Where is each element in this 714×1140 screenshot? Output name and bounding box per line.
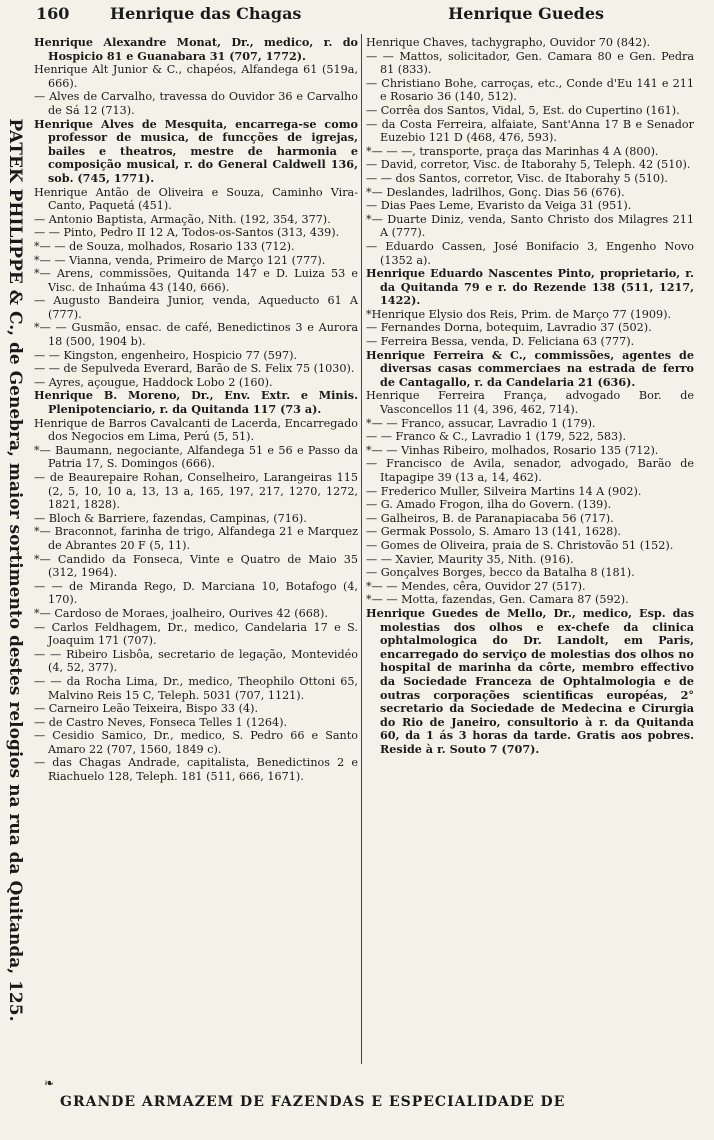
- footer-mark-icon: ❧: [44, 1076, 55, 1090]
- directory-entry: Henrique Alt Junior & C., chapéos, Alfandega 61 (519a, 666).: [34, 63, 358, 90]
- directory-entry: *— Cardoso de Moraes, joalheiro, Ourives 42 (668).: [34, 606, 328, 620]
- directory-entry: — Ferreira Bessa, venda, D. Feliciana 63 (777).: [366, 335, 635, 349]
- directory-entry: *— — Gusmão, ensac. de café, Benedictinos 3 e Aurora 18 (500, 1904 b).: [34, 321, 358, 349]
- directory-entry: Henrique Ferreira França, advogado Bor. de Vasconcellos 11 (4, 396, 462, 714).: [366, 389, 694, 417]
- directory-entry: — Frederico Muller, Silveira Martins 14 A (902).: [366, 484, 642, 498]
- directory-entry: *— Candido da Fonseca, Vinte e Quatro de Maio 35 (312, 1964).: [34, 552, 358, 580]
- directory-entry: — David, corretor, Visc. de Itaborahy 5, Teleph. 42 (510).: [366, 158, 691, 172]
- directory-entry: — — de Miranda Rego, D. Marciana 10, Botafogo (4, 170).: [34, 579, 358, 607]
- directory-entry: — — Pinto, Pedro II 12 A, Todos-os-Santos (313, 439).: [34, 226, 340, 240]
- directory-entry: — Francisco de Avila, senador, advogado, Barão de Itapagipe 39 (13 a, 14, 462).: [366, 457, 694, 484]
- side-advertisement: [0, 60, 30, 1080]
- directory-entry: — — Ribeiro Lisbôa, secretario de legação, Montevidéo (4, 52, 377).: [34, 647, 358, 675]
- directory-entry: *— Deslandes, ladrilhos, Gonç. Dias 56 (676).: [366, 185, 625, 199]
- directory-entry: *— — Vianna, venda, Primeiro de Março 121 (777).: [34, 253, 326, 267]
- directory-entry: — Carneiro Leão Teixeira, Bispo 33 (4).: [34, 702, 258, 716]
- header-left-title: Henrique das Chagas: [110, 4, 302, 23]
- directory-entry: — das Chagas Andrade, capitalista, Benedictinos 2 e Riachuelo 128, Teleph. 181 (511, 666, 1671).: [34, 756, 358, 784]
- directory-entry: — Dias Paes Leme, Evaristo da Veiga 31 (951).: [366, 199, 632, 213]
- directory-entry: — — de Sepulveda Everard, Barão de S. Felix 75 (1030).: [34, 362, 355, 376]
- directory-entry: — — Mattos, solicitador, Gen. Camara 80 e Gen. Pedra 81 (833).: [366, 49, 694, 77]
- directory-entry: — Bloch & Barriere, fazendas, Campinas, (716).: [34, 511, 307, 525]
- page-header: [28, 2, 714, 26]
- directory-entry: — Cesidio Samico, Dr., medico, S. Pedro 66 e Santo Amaro 22 (707, 1560, 1849 c).: [34, 729, 358, 756]
- directory-entry: — — da Rocha Lima, Dr., medico, Theophilo Ottoni 65, Malvino Reis 15 C, Teleph. 5031 (707, 1121).: [34, 674, 358, 702]
- directory-entry: — da Costa Ferreira, alfaiate, Sant'Anna 17 B e Senador Euzebio 121 D (468, 476, 593).: [366, 117, 694, 145]
- directory-entry: — Carlos Feldhagem, Dr., medico, Candelaria 17 e S. Joaquim 171 (707).: [34, 620, 358, 648]
- directory-entry: *— — Mendes, cêra, Ouvidor 27 (517).: [366, 579, 586, 593]
- directory-entry: — Galheiros, B. de Paranapiacaba 56 (717).: [366, 511, 614, 525]
- directory-entry: Henrique Chaves, tachygrapho, Ouvidor 70 (842).: [366, 36, 651, 49]
- directory-entry: — de Castro Neves, Fonseca Telles 1 (1264).: [34, 715, 288, 729]
- directory-entry: — G. Amado Frogon, ilha do Govern. (139).: [366, 498, 612, 512]
- directory-entry: Henrique Ferreira & C., commissões, agentes de diversas casas commerciaes na estrada de ferro de Cantagallo, r. da Candelaria 21 (636).: [366, 347, 694, 389]
- header-right-title: Henrique Guedes: [448, 4, 604, 23]
- directory-entry: — — Franco & C., Lavradio 1 (179, 522, 583).: [366, 430, 627, 444]
- directory-entry: *— Braconnot, farinha de trigo, Alfandega 21 e Marquez de Abrantes 20 F (5, 11).: [34, 525, 358, 552]
- directory-entry: *— — Franco, assucar, Lavradio 1 (179).: [366, 416, 596, 430]
- page-number: 160: [36, 4, 70, 23]
- directory-entry: *— — Motta, fazendas, Gen. Camara 87 (592).: [366, 593, 629, 607]
- left-column: [34, 36, 358, 784]
- directory-entry: — — dos Santos, corretor, Visc. de Itaborahy 5 (510).: [366, 171, 668, 185]
- directory-entry: Henrique de Barros Cavalcanti de Lacerda, Encarregado dos Negocios em Lima, Perú (5, 51).: [34, 416, 358, 444]
- directory-entry: — — Kingston, engenheiro, Hospicio 77 (597).: [34, 348, 298, 362]
- directory-entry: — Augusto Bandeira Junior, venda, Aqueducto 61 A (777).: [34, 294, 358, 321]
- directory-entry: — Christiano Bohe, carroças, etc., Conde d'Eu 141 e 211 e Rosario 36 (140, 512).: [366, 76, 694, 104]
- directory-entry: *Henrique Elysio dos Reis, Prim. de Março 77 (1909).: [366, 307, 672, 321]
- column-divider: [361, 34, 362, 1064]
- directory-entry: Henrique Antão de Oliveira e Souza, Caminho Vira-Canto, Paquetá (451).: [34, 185, 358, 213]
- directory-entry: *— — Vinhas Ribeiro, molhados, Rosario 135 (712).: [366, 443, 659, 457]
- directory-entry: — Germak Possolo, S. Amaro 13 (141, 1628).: [366, 525, 622, 539]
- directory-entry: — Alves de Carvalho, travessa do Ouvidor 36 e Carvalho de Sá 12 (713).: [34, 90, 358, 117]
- side-ad-text: PATEK PHILIPPE & C., de Genebra, maior sortimento destes relogios na rua da Quitanda, 125.: [5, 118, 25, 1022]
- directory-entry: — — Xavier, Maurity 35, Nith. (916).: [366, 552, 574, 566]
- directory-entry: *— — de Souza, molhados, Rosario 133 (712).: [34, 239, 295, 253]
- directory-entry: — Fernandes Dorna, botequim, Lavradio 37 (502).: [366, 321, 652, 335]
- directory-entry: Henrique Alexandre Monat, Dr., medico, r. do Hospicio 81 e Guanabara 31 (707, 1772).: [34, 35, 358, 63]
- footer-advertisement: GRANDE ARMAZEM DE FAZENDAS E ESPECIALIDADE DE: [60, 1094, 566, 1110]
- directory-entry: Henrique Eduardo Nascentes Pinto, proprietario, r. da Quitanda 79 e r. do Rezende 138 (511, 1217, 1422).: [366, 266, 694, 308]
- directory-entry: — Gomes de Oliveira, praia de S. Christovão 51 (152).: [366, 538, 674, 552]
- directory-entry: Henrique Alves de Mesquita, encarrega-se como professor de musica, de funcções de igrejas, bailes e theatros, mestre de harmonia e composição musical, r. do General Caldwell 136, sob. (745, 1771).: [34, 116, 358, 185]
- directory-entry: *— — —, transporte, praça das Marinhas 4 A (800).: [366, 144, 659, 158]
- directory-entry: — Corrêa dos Santos, Vidal, 5, Est. do Cupertino (161).: [366, 103, 680, 117]
- directory-entry: *— Duarte Diniz, venda, Santo Christo dos Milagres 211 A (777).: [366, 212, 694, 240]
- right-column: [366, 36, 694, 756]
- directory-entry: *— Arens, commissões, Quitanda 147 e D. Luiza 53 e Visc. de Inhaúma 43 (140, 666).: [34, 267, 358, 294]
- directory-entry: — Eduardo Cassen, José Bonifacio 3, Engenho Novo (1352 a).: [366, 239, 694, 267]
- directory-entry: — Ayres, açougue, Haddock Lobo 2 (160).: [34, 375, 273, 389]
- directory-entry: Henrique B. Moreno, Dr., Env. Extr. e Minis. Plenipotenciario, r. da Quitanda 117 (73 a).: [34, 388, 358, 417]
- directory-entry: — Antonio Baptista, Armação, Nith. (192, 354, 377).: [34, 212, 331, 226]
- directory-entry: — Gonçalves Borges, becco da Batalha 8 (181).: [366, 566, 635, 580]
- directory-entry: — de Beaurepaire Rohan, Conselheiro, Larangeiras 115 (2, 5, 10, 10 a, 13, 13 a, 165, 197, 217, 1270, 1272, 1821, 1828).: [34, 471, 358, 512]
- directory-entry: Henrique Guedes de Mello, Dr., medico, Esp. das molestias dos olhos e ex-chefe da clinica ophtalmologica do Dr. Landolt, em Paris, encarregado do serviço de molestias dos olhos no hospital de marinha da côrte, membro effectivo da Sociedade Franceza de Ophtalmologia e de outras corporações scientificas européas, 2° secretario da Sociedade de Medecina e Cirurgia do Rio de Janeiro, consultorio à r. da Quitanda 60, da 1 ás 3 horas da tarde. Gratis aos pobres. Reside à r. Souto 7 (707).: [366, 605, 694, 756]
- directory-entry: *— Baumann, negociante, Alfandega 51 e 56 e Passo da Patria 17, S. Domingos (666).: [34, 443, 358, 471]
